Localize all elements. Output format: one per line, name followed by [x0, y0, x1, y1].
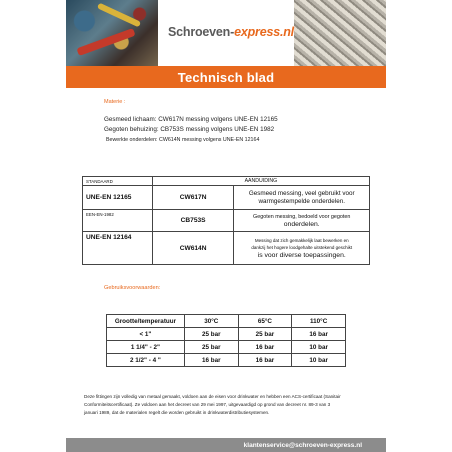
brand-logo	[164, 18, 292, 46]
disclaimer-line-3: januari 1989, dat de materialen regelt die worden gebruikt in drinkwaterdistributiesystemen.	[84, 410, 270, 415]
footer-email[interactable]: klantenservice@schroeven-express.nl	[243, 441, 362, 449]
logo-text-accent: express.nl	[234, 25, 294, 39]
table-row: EEN-EN-1982 CB753S Gegoten messing, bedoeld voor gegoten onderdelen.	[83, 210, 370, 232]
standards-table	[82, 176, 370, 265]
materiaal-line-1: Gesmeed lichaam: CW617N messing volgens UNE-EN 12165	[104, 116, 278, 123]
page-title: Technisch blad	[177, 69, 275, 85]
technical-sheet-page	[66, 0, 386, 452]
disclaimer-line-1: Deze fittingen zijn volledig van metaal gemaakt, voldoen aan de eisen voor drinkwater en hebben een ACS-certificaat (Sanitair	[84, 394, 341, 399]
table-row: UNE-EN 12165 CW617N Gesmeed messing, veel gebruikt voor warmgestempelde onderdelen.	[83, 186, 370, 210]
header-standard: STANDAARD	[83, 177, 153, 186]
disclaimer-line-2: Conformiteitscertificaat). Ze voldoen aan het decreet van 29 mei 1997, uitgevaardigd op grond van decreet nr. 89-3 van 3	[84, 402, 331, 407]
header-designation: AANDUIDING	[152, 177, 369, 186]
tools-photo	[66, 0, 158, 70]
screws-photo	[294, 0, 386, 70]
materiaal-line-3: Bewerkte onderdelen: CW614N messing volgens UNE-EN 12164	[106, 137, 260, 143]
title-bar	[66, 66, 386, 88]
logo-text-main: Schroeven-	[168, 25, 235, 39]
usage-table: Grootte/temperatuur 30°C 65°C 110°C < 1" 25 bar 25 bar 16 bar 1 1/4" - 2" 25 bar 16 bar 10 bar 2 1/2" - 4 " 16 bar 16 bar 10 bar	[106, 314, 346, 367]
materiaal-line-2: Gegoten behuizing: CB753S messing volgens UNE-EN 1982	[104, 126, 275, 133]
table-row: 2 1/2" - 4 " 16 bar 16 bar 10 bar	[107, 354, 346, 367]
table-row: 1 1/4" - 2" 25 bar 16 bar 10 bar	[107, 341, 346, 354]
footer-bar	[66, 438, 386, 452]
header-banner	[66, 0, 386, 70]
table-row: UNE-EN 12164 CW614N Messing dat zich gemakkelijk laat bewerken en dankzij het hogere loodgehalte uitstekend geschikt is voor diverse toepassingen.	[83, 232, 370, 265]
materiaal-label: Materie :	[104, 99, 126, 105]
table-row: < 1" 25 bar 25 bar 16 bar	[107, 328, 346, 341]
gebruik-label: Gebruiksvoorwaarden:	[104, 285, 161, 291]
